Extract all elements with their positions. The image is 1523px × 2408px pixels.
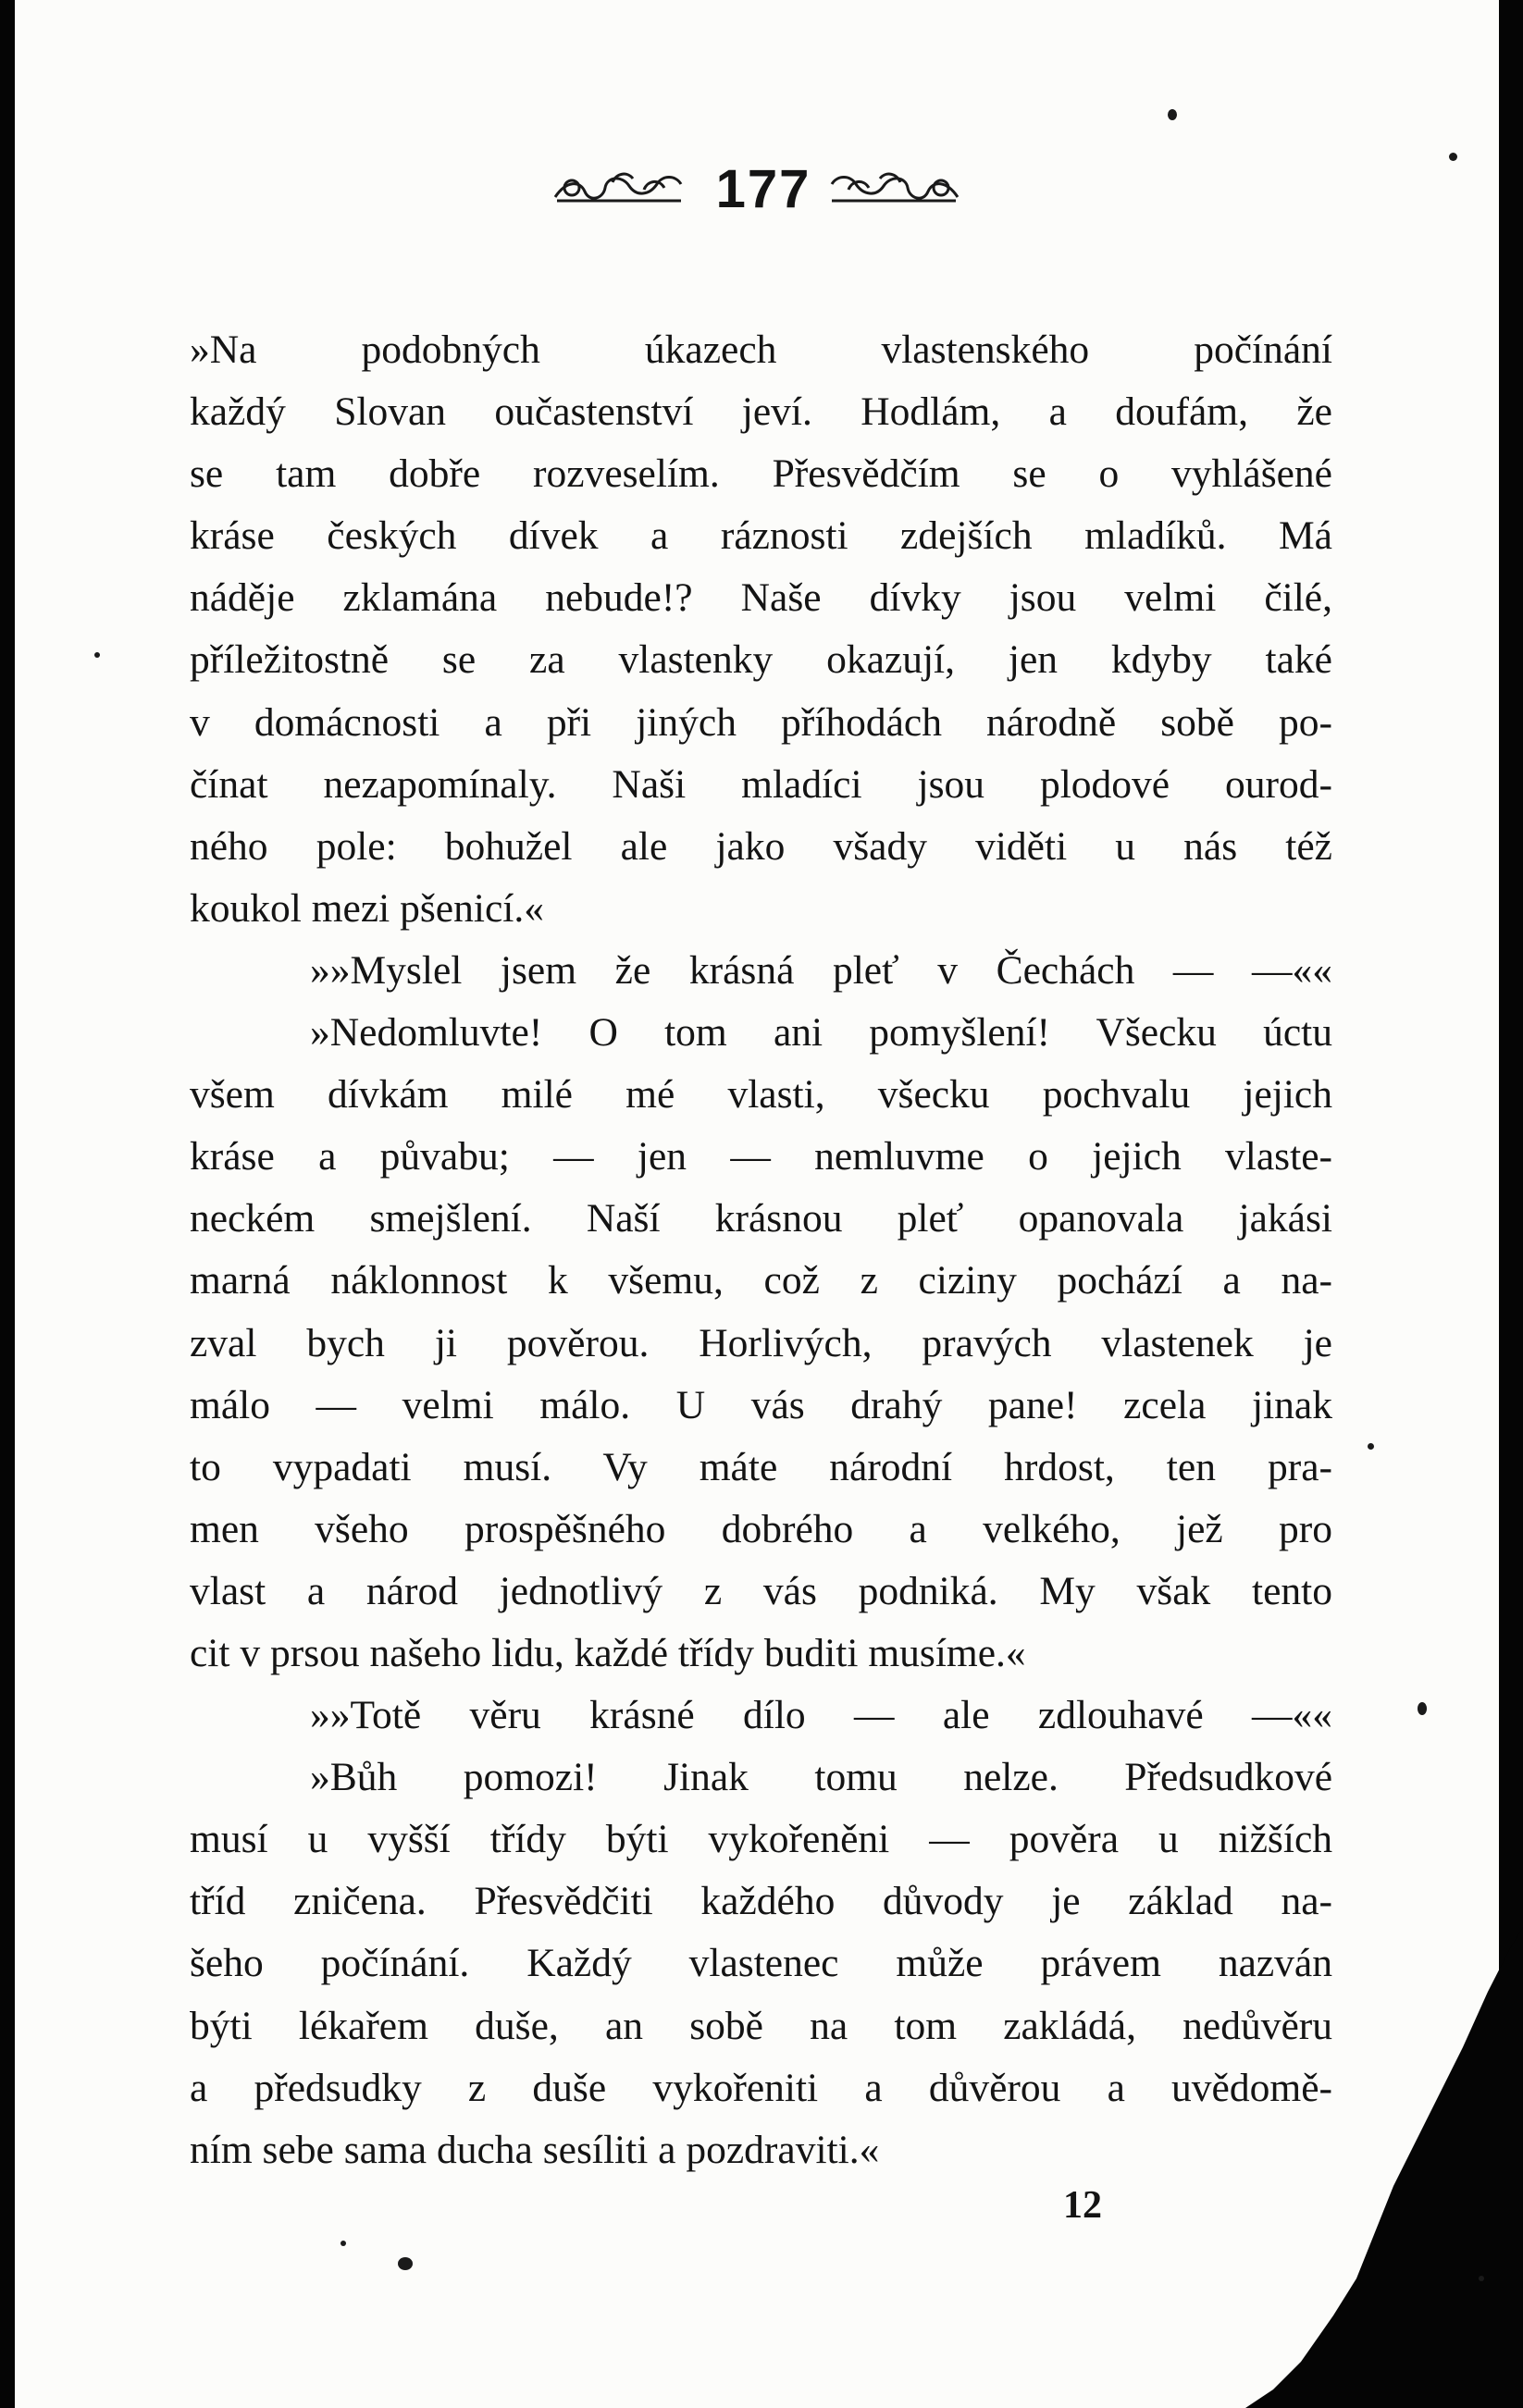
ink-speck	[94, 652, 100, 658]
text-line: málo — velmi málo. U vás drahý pane! zcela jinak	[190, 1382, 1332, 1427]
ink-speck	[1449, 153, 1457, 161]
ink-speck	[1479, 2276, 1484, 2281]
text-line: a předsudky z duše vykořeniti a důvěrou a uvědomě-	[190, 2065, 1332, 2110]
text-line: příležitostně se za vlastenky okazují, jen kdyby také	[190, 637, 1332, 683]
text-line: čínat nezapomínaly. Naši mladíci jsou plodové ourod-	[190, 761, 1332, 807]
text-line: musí u vyšší třídy býti vykořeněni — pověra u nižších	[190, 1817, 1332, 1862]
text-line: kráse a půvabu; — jen — nemluvme o jejich vlaste-	[190, 1134, 1332, 1179]
text-line: zval bych ji pověrou. Horlivých, pravých vlastenek je	[190, 1320, 1332, 1365]
text-line: men všeho prospěšného dobrého a velkého, jež pro	[190, 1506, 1332, 1551]
signature-mark: 12	[1063, 2184, 1102, 2227]
page-number: 177	[715, 159, 811, 219]
text-line: »»Totě věru krásné dílo — ale zdlouhavé —««	[310, 1693, 1332, 1738]
text-line: všem dívkám milé mé vlasti, všecku pochvalu jejich	[190, 1072, 1332, 1118]
text-line: vlast a národ jednotlivý z vás podniká. My však tento	[190, 1568, 1332, 1613]
right-ornament-icon	[826, 162, 965, 208]
text-line: náděje zklamána nebude!? Naše dívky jsou velmi čilé,	[190, 575, 1332, 621]
text-line: to vypadati musí. Vy máte národní hrdost, ten pra-	[190, 1444, 1332, 1489]
text-line: ním sebe sama ducha sesíliti a pozdraviti.«	[190, 2127, 880, 2172]
ink-speck	[398, 2257, 413, 2270]
text-line: šeho počínání. Každý vlastenec může právem nazván	[190, 1941, 1332, 1986]
ink-speck	[1418, 1702, 1427, 1715]
text-line: ného pole: bohužel ale jako všady viděti u nás též	[190, 823, 1332, 869]
text-line: cit v prsou našeho lidu, každé třídy buditi musíme.«	[190, 1630, 1026, 1675]
text-line: býti lékařem duše, an sobě na tom zakládá, nedůvěru	[190, 2003, 1332, 2048]
text-line: kráse českých dívek a ráznosti zdejších mladíků. Má	[190, 513, 1332, 559]
body-text	[190, 319, 1332, 2181]
scan-left-border	[0, 0, 15, 2408]
text-line: tříd zničena. Přesvědčiti každého důvody je základ na-	[190, 1879, 1332, 1924]
text-line: se tam dobře rozveselím. Přesvědčím se o vyhlášené	[190, 451, 1332, 497]
ink-speck	[1168, 109, 1177, 120]
left-ornament-icon	[548, 162, 687, 208]
text-line: »»Myslel jsem že krásná pleť v Čechách — —««	[310, 947, 1332, 993]
text-line: »Bůh pomozi! Jinak tomu nelze. Předsudkové	[310, 1755, 1332, 1800]
text-line: »Na podobných úkazech vlastenského počínání	[190, 327, 1332, 372]
ink-speck	[1368, 1443, 1374, 1450]
ink-speck	[341, 2241, 346, 2246]
text-line: neckém smejšlení. Naší krásnou pleť opanovala jakási	[190, 1196, 1332, 1241]
text-line: marná náklonnost k všemu, což z ciziny pochází a na-	[190, 1258, 1332, 1303]
text-line: každý Slovan oučastenství jeví. Hodlám, a doufám, že	[190, 389, 1332, 435]
text-line: »Nedomluvte! O tom ani pomyšlení! Všecku úctu	[310, 1010, 1332, 1056]
page-header	[0, 153, 1523, 227]
text-line: koukol mezi pšenicí.«	[190, 885, 544, 931]
text-line: v domácnosti a při jiných příhodách národně sobě po-	[190, 699, 1332, 745]
